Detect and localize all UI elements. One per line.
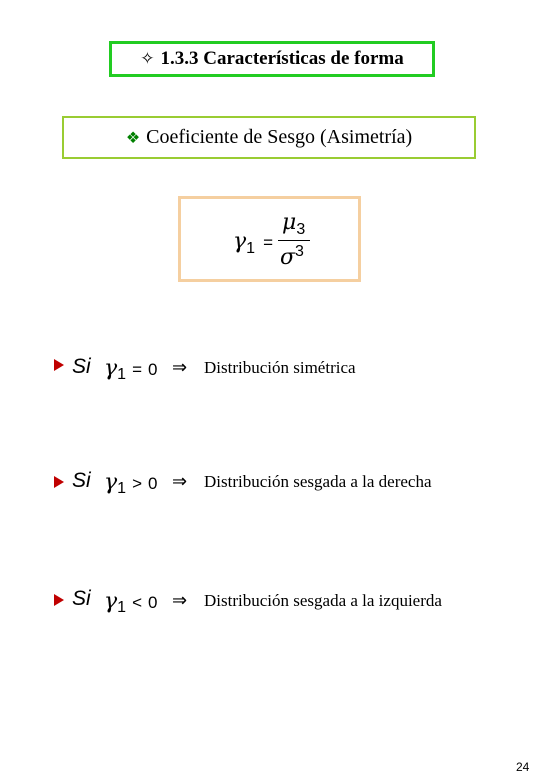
condition-row-3-description: Distribución sesgada a la izquierda	[204, 591, 442, 610]
condition-operator: =	[132, 360, 142, 379]
section-heading-box	[109, 41, 435, 77]
diamond-star-icon: ✧	[140, 49, 155, 68]
condition-row-3-expression	[104, 589, 157, 614]
condition-operator: <	[132, 593, 142, 612]
condition-row-1-bullet	[54, 359, 64, 371]
implies-arrow-icon: ⇒	[172, 590, 188, 611]
gamma-index: 1	[246, 240, 256, 257]
gamma-symbol: γ	[104, 470, 118, 495]
equals-sign: =	[263, 233, 273, 252]
formula-denominator	[280, 245, 304, 270]
gamma-index: 1	[117, 366, 127, 383]
red-triangle-bullet-icon	[54, 594, 64, 606]
condition-row-1-si: Si	[72, 355, 91, 378]
page-number: 24	[516, 760, 530, 774]
red-triangle-bullet-icon	[54, 476, 64, 488]
gamma-index: 1	[117, 599, 127, 616]
condition-row-3-si: Si	[72, 587, 91, 610]
condition-row-2-si: Si	[72, 469, 91, 492]
condition-value: 0	[148, 474, 158, 493]
gamma-symbol: γ	[233, 229, 247, 254]
condition-row-2-expression	[104, 470, 157, 495]
condition-value: 0	[148, 593, 158, 612]
mu-index: 3	[296, 221, 306, 238]
implies-arrow-icon: ⇒	[172, 357, 188, 378]
formula-box	[178, 196, 361, 282]
subsection-heading-box	[62, 116, 476, 159]
gamma-symbol: γ	[104, 356, 118, 381]
gamma-index: 1	[117, 480, 127, 497]
red-triangle-bullet-icon	[54, 359, 64, 371]
formula-numerator	[282, 210, 306, 238]
diamond-bullet-icon: ❖	[125, 129, 141, 147]
implies-arrow-icon: ⇒	[172, 471, 188, 492]
condition-row-3-bullet	[54, 594, 64, 606]
condition-operator: >	[132, 474, 142, 493]
sigma-exponent: 3	[295, 243, 304, 260]
condition-row-1-description: Distribución simétrica	[204, 358, 356, 377]
subsection-title: Coeficiente de Sesgo (Asimetría)	[146, 126, 413, 148]
condition-row-2-description: Distribución sesgada a la derecha	[204, 472, 432, 491]
fraction-bar	[278, 240, 310, 241]
gamma-symbol: γ	[104, 589, 118, 614]
section-title: 1.3.3 Características de forma	[160, 48, 404, 69]
condition-value: 0	[148, 360, 158, 379]
condition-row-1-expression	[104, 356, 157, 381]
sigma-symbol: σ	[280, 245, 296, 270]
formula-lhs	[233, 229, 273, 257]
condition-row-2-bullet	[54, 476, 64, 488]
mu-symbol: μ	[282, 210, 297, 235]
